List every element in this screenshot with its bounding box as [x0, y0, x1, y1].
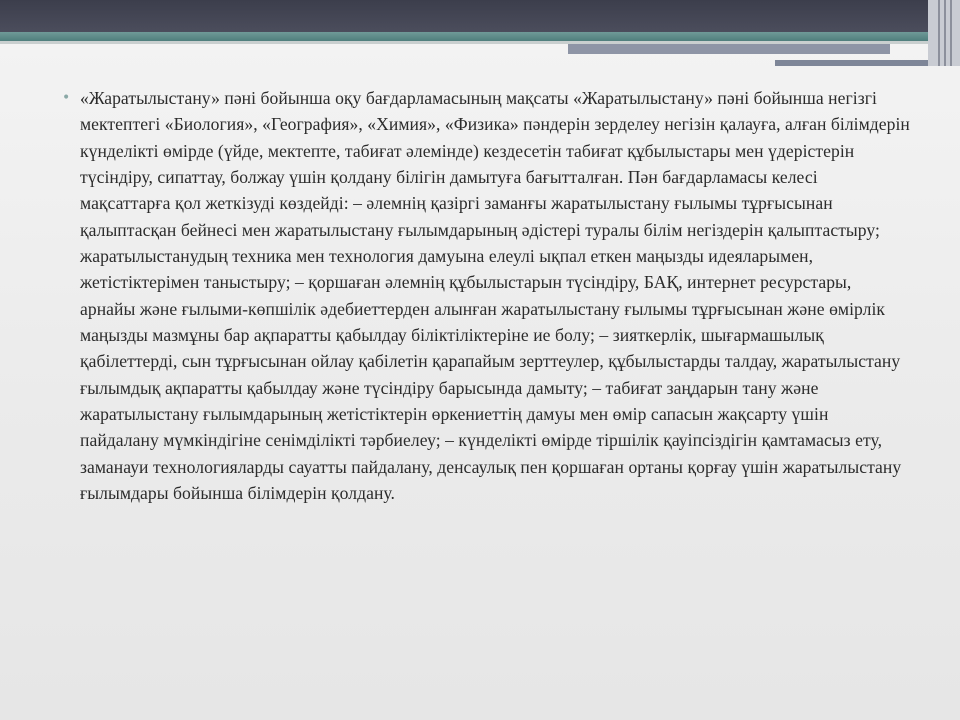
corner-line [938, 0, 940, 66]
header-band [0, 0, 960, 32]
decorative-bar [568, 44, 890, 54]
body-text: «Жаратылыстану» пәні бойынша оқу бағдарламасының мақсаты «Жаратылыстану» пәні бойынша негізгі мектептегі «Биология», «География», «Химия», «Физика» пәндерін зерделеу негізін қалауға, алған білімдерін күнделікті өмірде (үйде, мектепте, табиғат әлемінде) кездесетін табиғат құбылыстары мен үдерістерін түсіндіру, сипаттау, болжау үшін қолдану білігін дамытуға бағытталған. Пән бағдарламасы келесі мақсаттарға қол жеткізуді көздейді: – әлемнің қазіргі заманғы жаратылыстану ғылымы тұрғысынан қалыптасқан бейнесі мен жаратылыстану ғылымдарының әдістері туралы білім негіздерін қалыптастыру; жаратылыстанудың техника мен технология дамуына елеулі ықпал еткен маңызды идеяларымен, жетістіктерімен таныстыру; – қоршаған әлемнің құбылыстарын түсіндіру, БАҚ, интернет ресурстары, арнайы және ғылыми-көпшілік әдебиеттерден алынған жаратылыстану ғылымы тұрғысынан және өмірлік маңызды мазмұны бар ақпаратты қабылдау біліктіліктеріне ие болу; – зияткерлік, шығармашылық қабілеттерді, сын тұрғысынан ойлау қабілетін қарапайым зерттеулер, құбылыстарды талдау, жаратылыстану ғылымдық ақпаратты қабылдау және түсіндіру барысында дамыту; – табиғат заңдарын тану және жаратылыстану ғылымдарының жетістіктерін өркениеттің дамуы мен өмір сапасын жақсарту үшін пайдалану мүмкіндігіне сенімділікті тәрбиелеу; – күнделікті өмірде тіршілік қауіпсіздігін қамтамасыз ету, заманауи технологияларды сауатты пайдалану, денсаулық пен қоршаған ортаны қорғау үшін жаратылыстану ғылымдары бойынша білімдерін қолдану. [80, 88, 910, 504]
corner-decoration [928, 0, 960, 66]
corner-line [944, 0, 946, 66]
corner-line [950, 0, 952, 66]
accent-strip [0, 32, 930, 41]
decorative-bar-small [775, 60, 945, 66]
bullet-item [62, 85, 910, 507]
bullet-icon: • [62, 90, 71, 106]
slide-content [62, 85, 910, 507]
